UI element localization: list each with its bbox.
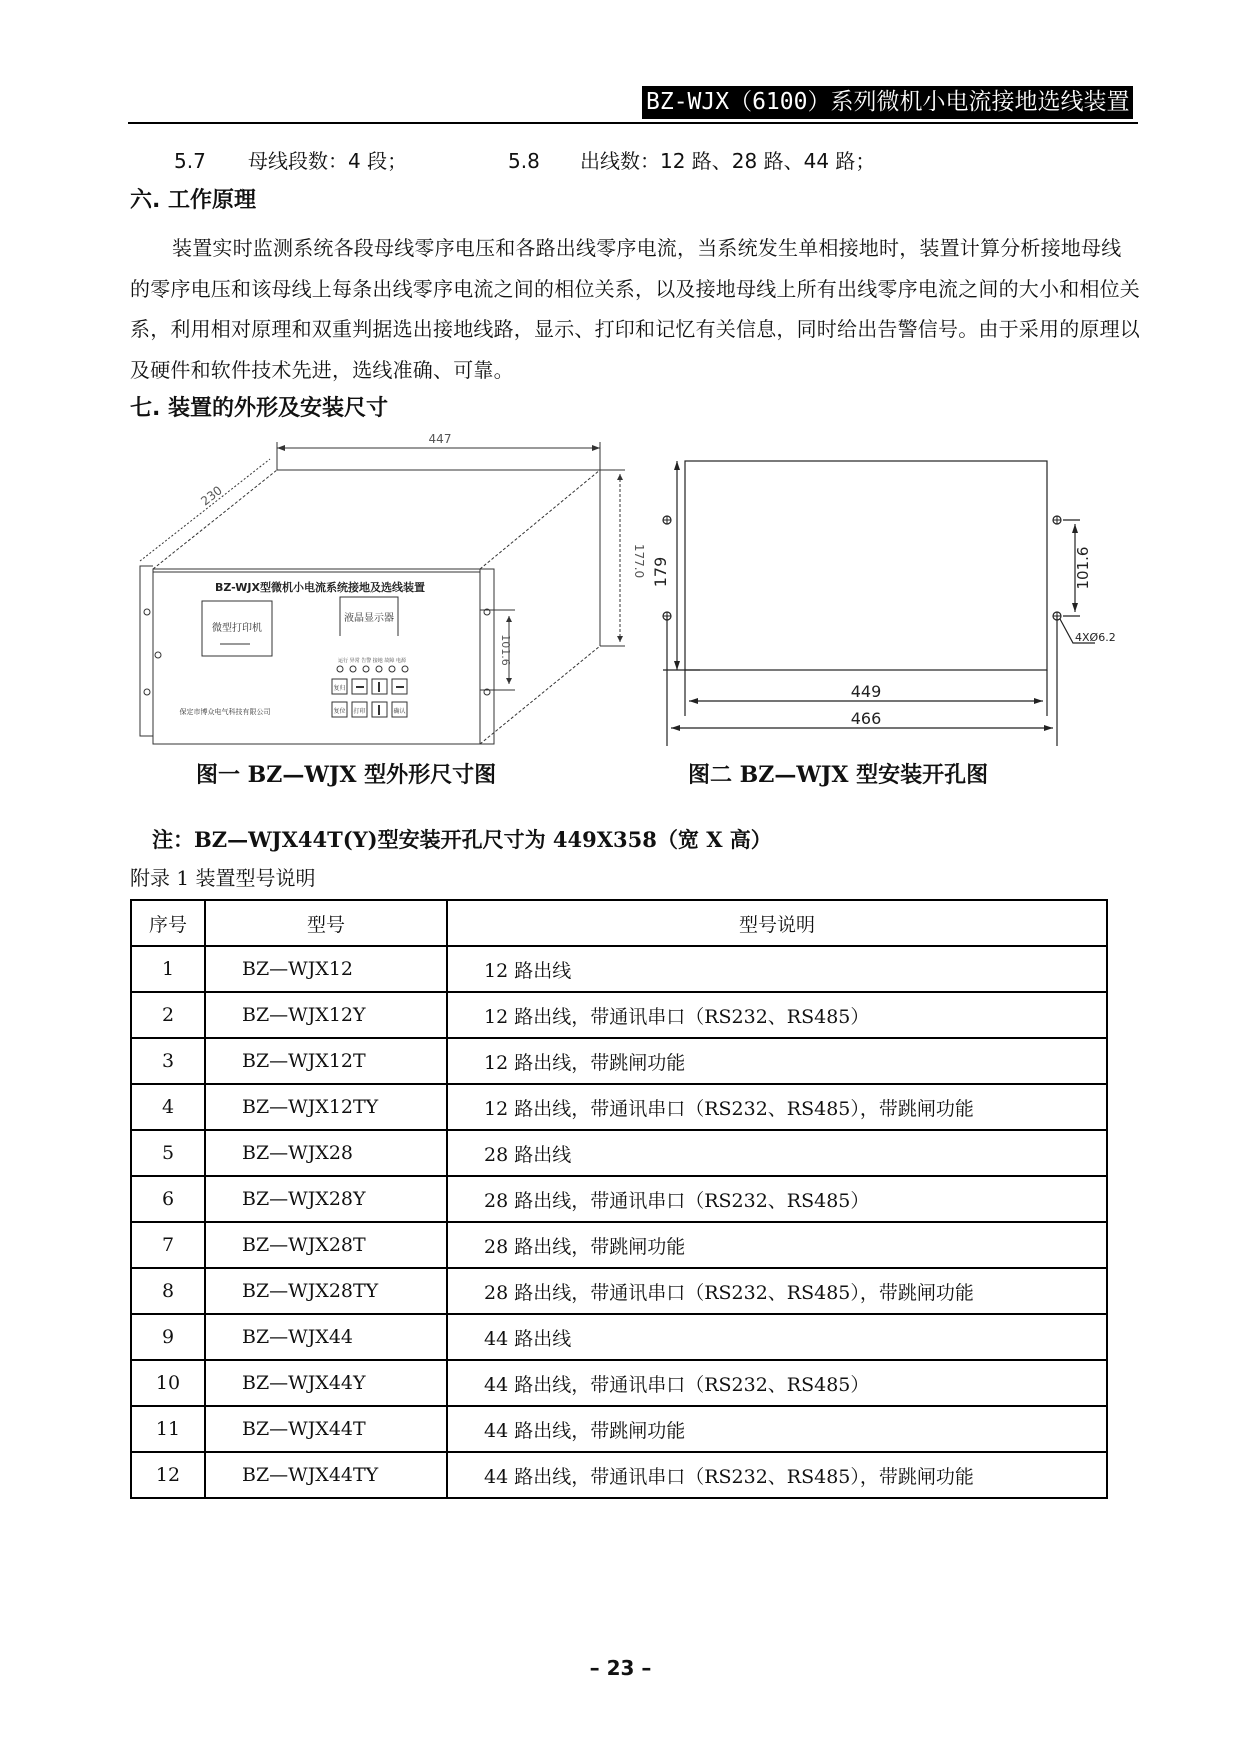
hole-spec-label: 4XØ6.2 [1075,631,1116,644]
dim-height-label: 179 [651,556,670,588]
table-row [131,1406,1107,1452]
row-model: BZ—WJX12TY [205,1084,447,1130]
row-index: 7 [131,1222,205,1268]
table-row [131,1268,1107,1314]
section-6-heading: 六. 工作原理 [130,188,257,213]
row-index: 9 [131,1314,205,1360]
figure-1-outline-drawing [130,426,650,736]
header-model: 型号 [205,900,447,946]
figure-2-cutout-drawing [651,458,1116,743]
row-description: 28 路出线 [447,1130,1107,1176]
return-button-label: 复归 [333,685,346,692]
table-row [131,1452,1107,1498]
side-flange [480,569,494,744]
row-index: 12 [131,1452,205,1498]
row-description: 44 路出线，带通讯串口（RS232、RS485） [447,1360,1107,1406]
table-row [131,1222,1107,1268]
row-index: 10 [131,1360,205,1406]
row-model: BZ—WJX12T [205,1038,447,1084]
row-index: 6 [131,1176,205,1222]
printer-label: 微型打印机 [212,623,262,634]
table-row [131,1314,1107,1360]
row-description: 12 路出线 [447,946,1107,992]
dim-outer-width-label: 466 [850,709,882,728]
row-description: 12 路出线，带通讯串口（RS232、RS485），带跳闸功能 [447,1084,1107,1130]
running-header-title: BZ-WJX（6100）系列微机小电流接地选线装置 [642,86,1133,119]
cutout-outline [685,461,1047,670]
row-description: 44 路出线，带跳闸功能 [447,1406,1107,1452]
spec-5-8-text: 出线数：12 路、28 路、44 路； [580,149,876,173]
indicator-labels: 运行 异常 告警 接地 故障 电源 [338,658,406,664]
table-row [131,1360,1107,1406]
row-description: 28 路出线，带通讯串口（RS232、RS485） [447,1176,1107,1222]
panel-title: BZ-WJX型微机小电流系统接地及选线装置 [215,581,425,594]
row-index: 5 [131,1130,205,1176]
row-index: 2 [131,992,205,1038]
table-row [131,1176,1107,1222]
dim-hole-label: 101.6 [499,634,512,666]
row-model: BZ—WJX44 [205,1314,447,1360]
company-label: 保定市博众电气科技有限公司 [179,708,271,716]
row-description: 12 路出线，带跳闸功能 [447,1038,1107,1084]
row-description: 12 路出线，带通讯串口（RS232、RS485） [447,992,1107,1038]
row-index: 8 [131,1268,205,1314]
table-row [131,992,1107,1038]
reset-button-label: 复位 [333,708,346,715]
row-model: BZ—WJX28TY [205,1268,447,1314]
row-index: 4 [131,1084,205,1130]
row-model: BZ—WJX12Y [205,992,447,1038]
appendix-title: 附录 1 装置型号说明 [130,866,316,890]
print-button-label: 打印 [353,708,366,715]
row-model: BZ—WJX28T [205,1222,447,1268]
page-number: – 23 – [589,1656,652,1680]
table-row [131,946,1107,992]
cutout-note: 注：BZ—WJX44T(Y)型安装开孔尺寸为 449X358（宽 X 高） [152,827,772,852]
row-description: 28 路出线，带通讯串口（RS232、RS485），带跳闸功能 [447,1268,1107,1314]
row-model: BZ—WJX28 [205,1130,447,1176]
row-model: BZ—WJX12 [205,946,447,992]
row-index: 1 [131,946,205,992]
spec-5-7-text: 母线段数：4 段； [248,149,408,173]
dim-hole-label: 101.6 [1074,546,1092,590]
model-table [130,899,1108,1499]
dim-height-label: 177.0 [632,543,646,579]
row-description: 44 路出线 [447,1314,1107,1360]
row-model: BZ—WJX44Y [205,1360,447,1406]
figure-1-caption: 图一 BZ—WJX 型外形尺寸图 [196,762,497,788]
table-header-row [131,900,1107,946]
dim-depth-label: 230 [198,483,225,509]
table-row [131,1038,1107,1084]
row-index: 3 [131,1038,205,1084]
section-6-body: 装置实时监测系统各段母线零序电压和各路出线零序电流，当系统发生单相接地时，装置计算分析接地母线的零序电压和该母线上每条出线零序电流之间的相位关系，以及接地母线上所有出线零序电流之间的大小和相位关系，利用相对原理和双重判据选出接地线路，显示、打印和记忆有关信息，同时给出告警信号。由于采用的原理以及硬件和软件技术先进，选线准确、可靠。 [130,236,1140,382]
header-index: 序号 [131,900,205,946]
spec-5-8-number: 5.8 [508,149,540,173]
row-index: 11 [131,1406,205,1452]
row-model: BZ—WJX44TY [205,1452,447,1498]
row-description: 28 路出线，带跳闸功能 [447,1222,1107,1268]
section-7-heading: 七. 装置的外形及安装尺寸 [130,396,389,421]
header-rule [128,122,1138,124]
row-model: BZ—WJX44T [205,1406,447,1452]
table-row [131,1084,1107,1130]
row-model: BZ—WJX28Y [205,1176,447,1222]
spec-5-7-number: 5.7 [174,149,206,173]
lcd-label: 液晶显示器 [344,613,394,624]
confirm-button-label: 确认 [393,708,406,715]
dim-inner-width-label: 449 [850,682,882,701]
figure-2-caption: 图二 BZ—WJX 型安装开孔图 [688,762,989,788]
dim-width-label: 447 [428,432,452,446]
row-description: 44 路出线，带通讯串口（RS232、RS485），带跳闸功能 [447,1452,1107,1498]
header-description: 型号说明 [447,900,1107,946]
table-row [131,1130,1107,1176]
